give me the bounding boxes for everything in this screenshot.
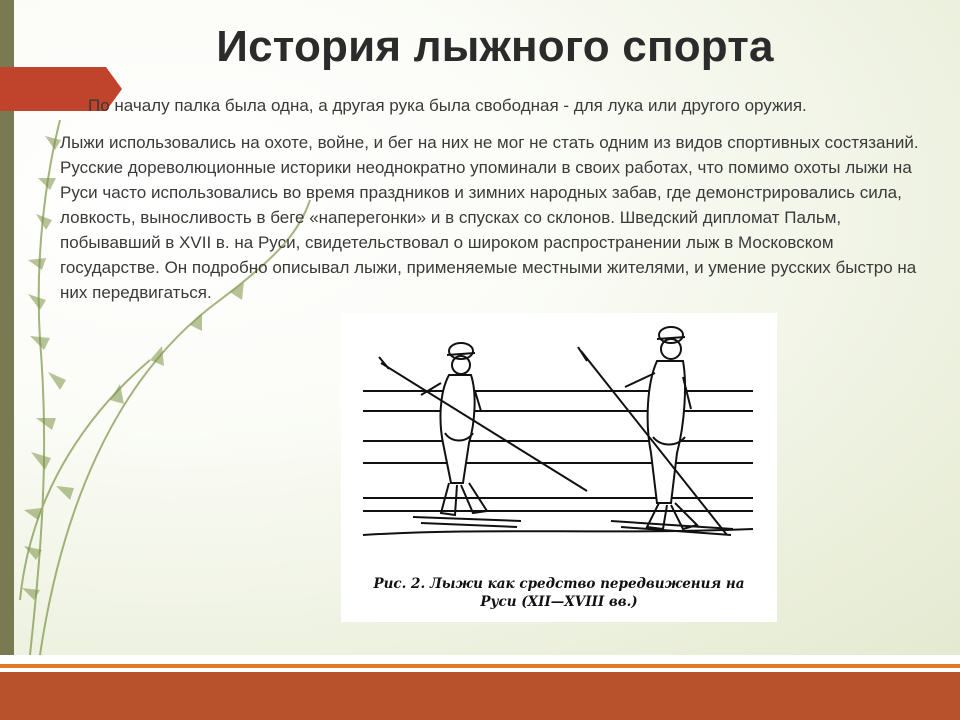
footer-accent-line (0, 664, 960, 668)
slide-title: История лыжного спорта (216, 22, 774, 71)
right-skier (578, 327, 733, 535)
intro-paragraph: По началу палка была одна, а другая рука была свободная - для лука или другого оружия. (88, 96, 807, 115)
footer-band (0, 672, 960, 720)
figure-caption-line2: Руси (XII—XVIII вв.) (480, 594, 638, 610)
body-paragraph: Лыжи использовались на охоте, войне, и бег на них не мог не стать одним из видов спортивных состязаний. Русские дореволюционные историки неоднократно упоминали в своих работах, что помимо охоты лыжи на Руси часто использовались во время праздников и зимних народных забав, где демонстрировались сила, ловкость, выносливость в беге «наперегонки» и в спусках со склонов. Шведский дипломат Пальм, побывавший в XVII в. на Руси, свидетельствовал о широком распространении лыж в Московском государстве. Он подробно описывал лыжи, применяемые местными жителями, и умение русских быстро на них передвигаться. (60, 133, 919, 302)
historical-illustration (341, 313, 777, 622)
figure-caption-line1: Рис. 2. Лыжи как средство передвижения на (373, 576, 745, 592)
left-skier (379, 343, 587, 527)
figure-caption (361, 575, 757, 611)
